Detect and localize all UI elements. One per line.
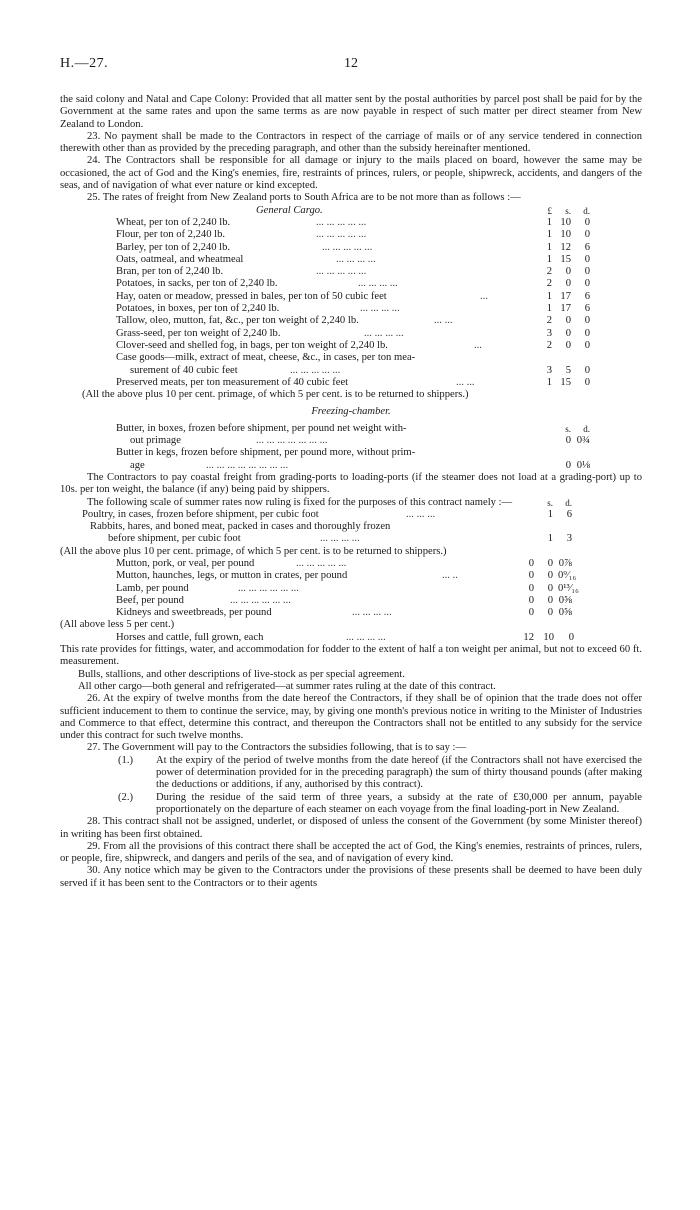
rate-label: Preserved meats, per ton measurement of 40 cubic feet	[116, 376, 349, 388]
rate-row	[60, 315, 642, 327]
leader-dots: ... ... ... ... ... ... ... ...	[206, 459, 289, 471]
rate-label: Potatoes, in boxes, per ton of 2,240 lb.	[116, 303, 280, 315]
rate-pence: 0⅝	[558, 594, 572, 606]
leader-dots: ... ... ... ... ...	[322, 241, 373, 253]
paragraph-intro: the said colony and Natal and Cape Colony: Provided that all matter sent by the postal authorities by parcel post shall be paid for by the Government at the same rates and upon the same terms as are now payable in respect of such matter per direct steamer from New Zealand to London.	[60, 94, 642, 130]
rate-row	[60, 328, 642, 340]
rate-pence: 0	[584, 216, 590, 228]
leader-dots: ...	[474, 339, 482, 351]
leader-dots: ... ... ... ... ...	[316, 229, 367, 241]
rate-row	[60, 242, 642, 254]
rate-shillings: 0	[565, 459, 571, 471]
leader-dots: ... ... ... ... ...	[316, 216, 367, 228]
rate-shillings: 10	[560, 216, 571, 228]
subsidy-clause-2	[60, 792, 642, 817]
rate-row	[60, 570, 642, 582]
rate-pounds: 3	[546, 364, 552, 376]
page-number: 12	[344, 56, 358, 71]
bulls-paragraph: Bulls, stallions, and other descriptions of live-stock as per special agreement.	[78, 668, 405, 680]
rate-row	[60, 632, 642, 644]
leader-dots: ... ... ... ...	[320, 533, 360, 545]
primage-note: (All the above plus 10 per cent. primage, of which 5 per cent. is to be returned to shippers.)	[60, 545, 447, 557]
rate-label: Mutton, pork, or veal, per pound	[116, 557, 255, 569]
rate-pence: 0	[584, 376, 590, 388]
paragraph-23: 23. No payment shall be made to the Contractors in respect of the carriage of mails or of any service tendered in connection therewith other than as provided by the preceding paragraph, and other than the subsidy hereinafter mentioned.	[60, 130, 642, 155]
rate-row	[60, 533, 642, 545]
rate-pounds: 1	[546, 216, 552, 228]
rate-shillings: 0	[547, 582, 553, 594]
rate-row	[60, 521, 642, 533]
rate-row	[60, 583, 642, 595]
rate-pounds: 1	[546, 290, 552, 302]
paragraph-30: 30. Any notice which may be given to the Contractors under the provisions of these presents shall be deemed to have been duly served if it has been sent to the Contractors or to their agents	[60, 865, 642, 889]
page-header	[60, 56, 642, 74]
leader-dots: ... ... ... ...	[352, 607, 392, 619]
rate-pence: 0	[584, 266, 590, 278]
document-body	[60, 94, 642, 890]
leader-dots: ... ... ... ...	[364, 327, 404, 339]
rate-label: Potatoes, in sacks, per ton of 2,240 lb.	[116, 278, 278, 290]
rate-pence: 0	[584, 278, 590, 290]
col-pence: d.	[583, 205, 590, 216]
rate-pence: 0⅝	[558, 607, 572, 619]
paragraph-28: 28. This contract shall not be assigned, underlet, or disposed of unless the consent of the Government (by some Minister thereof) in writing has been first obtained.	[60, 816, 642, 840]
rate-shillings: 0	[547, 557, 553, 569]
rate-label: out primage	[130, 435, 181, 447]
col-pence: d.	[565, 497, 572, 508]
rate-label: Poultry, in cases, frozen before shipment, per cubic foot	[82, 508, 319, 520]
col-pence: d.	[583, 423, 590, 434]
rate-label: Mutton, haunches, legs, or mutton in crates, per pound	[116, 570, 348, 582]
less-note: (All above less 5 per cent.)	[60, 619, 175, 631]
rate-pence: 3	[566, 533, 572, 545]
rate-label: before shipment, per cubic foot	[108, 533, 241, 545]
summer-rates-intro: The following scale of summer rates now ruling is fixed for the purposes of this contract namely :—	[87, 496, 513, 508]
paragraph-26: 26. At the expiry of twelve months from the date hereof the Contractors, if they shall be of opinion that the trade does not offer sufficient inducement to them to continue the service, may, by giving one month's previous notice in writing to the Minister of Industries and Commerce to that effect, determine this contract, and thereupon the Contractors shall not be entitled to any subsidy for the service under this contract for such twelve months.	[60, 693, 642, 742]
rate-row	[60, 352, 642, 364]
rate-row	[60, 254, 642, 266]
leader-dots: ... ... ... ...	[360, 303, 400, 315]
rate-row	[60, 607, 642, 619]
leader-dots: ... ..	[442, 570, 458, 582]
rate-pence: 0	[584, 315, 590, 327]
rate-shillings: 0	[565, 327, 571, 339]
col-shillings: s.	[547, 497, 553, 508]
rate-label: age	[130, 459, 145, 471]
summer-rates-table	[60, 558, 642, 619]
rate-shillings: 0	[547, 594, 553, 606]
rate-row	[60, 278, 642, 290]
rate-pounds: 1	[546, 253, 552, 265]
rate-label: Butter in kegs, frozen before shipment, per pound more, without prim-	[116, 447, 416, 459]
rate-shillings: 0	[565, 266, 571, 278]
rate-label: Butter, in boxes, frozen before shipment, per pound net weight with-	[116, 422, 407, 434]
rate-shillings: 5	[565, 364, 571, 376]
rate-row	[60, 365, 642, 377]
rate-label: Hay, oaten or meadow, pressed in bales, per ton of 50 cubic feet	[116, 290, 387, 302]
rate-shillings: 15	[560, 253, 571, 265]
rate-label: Beef, per pound	[116, 594, 184, 606]
rate-row	[60, 595, 642, 607]
rate-label: Bran, per ton of 2,240 lb.	[116, 266, 224, 278]
rate-row	[60, 229, 642, 241]
rate-row	[60, 460, 642, 472]
rate-label: Horses and cattle, full grown, each	[116, 631, 264, 643]
leader-dots: ... ... ... ... ...	[316, 266, 367, 278]
clause-number: (2.)	[118, 791, 134, 803]
paragraph-29: 29. From all the provisions of this contract there shall be accepted the act of God, the King's enemies, restraints of princes, rulers, or people, fire, shipwreck, and dangers and perils of the sea, and of navigation of every kind.	[60, 840, 642, 865]
rate-row	[60, 303, 642, 315]
rate-pence: 0	[584, 327, 590, 339]
rate-label: Barley, per ton of 2,240 lb.	[116, 241, 231, 253]
all-other-cargo-paragraph: All other cargo—both general and refrigerated—at summer rates ruling at the date of this contract.	[78, 680, 496, 692]
rate-shillings: 17	[560, 290, 571, 302]
rate-shillings: 0	[547, 607, 553, 619]
leader-dots: ... ...	[456, 376, 475, 388]
rate-row	[60, 217, 642, 229]
rate-pounds: 0	[528, 570, 534, 582]
rate-label: Clover-seed and shelled fog, in bags, per ton weight of 2,240 lb.	[116, 339, 388, 351]
subsidy-clause-1	[60, 755, 642, 792]
rate-row	[60, 447, 642, 459]
rate-row	[60, 377, 642, 389]
paragraph-27: 27. The Government will pay to the Contractors the subsidies following, that is to say :—	[87, 742, 467, 754]
leader-dots: ... ... ... ...	[336, 253, 376, 265]
rate-row	[60, 558, 642, 570]
rate-label: Lamb, per pound	[116, 582, 189, 594]
rate-label: Tallow, oleo, mutton, fat, &c., per ton weight of 2,240 lb.	[116, 315, 359, 327]
leader-dots: ... ... ... ... ...	[290, 364, 341, 376]
rate-shillings: 0	[547, 570, 553, 582]
rate-pence: 0	[584, 364, 590, 376]
rate-shillings: 1	[547, 533, 553, 545]
leader-dots: ... ... ... ... ... ...	[230, 594, 291, 606]
rate-pounds: 1	[546, 376, 552, 388]
leader-dots: ... ... ... ... ... ... ...	[256, 435, 328, 447]
leader-dots: ... ... ... ...	[358, 278, 398, 290]
rate-pence: 6	[566, 508, 572, 520]
rate-row	[60, 509, 642, 521]
rate-pence: 0	[568, 631, 574, 643]
rate-pounds: 1	[546, 303, 552, 315]
rate-pence: 0¹³⁄₁₆	[558, 582, 579, 594]
rate-shillings: 15	[560, 376, 571, 388]
rate-pounds: 1	[546, 241, 552, 253]
leader-dots: ... ... ...	[406, 508, 436, 520]
rate-pounds: 3	[546, 327, 552, 339]
rate-pounds: 0	[528, 582, 534, 594]
rate-pounds: 2	[546, 339, 552, 351]
leader-dots: ... ...	[434, 315, 453, 327]
leader-dots: ... ... ... ... ...	[296, 557, 347, 569]
leader-dots: ... ... ... ... ... ...	[238, 582, 299, 594]
col-pounds: £	[547, 205, 552, 216]
general-cargo-table	[60, 217, 642, 352]
paragraph-24: 24. The Contractors shall be responsible for all damage or injury to the mails placed on board, however the same may be occasioned, the act of God and the King's enemies, fire, restraints of princes, rulers, or people, shipwreck, accidents, and dangers of the seas, and of navigation of what ever nature or kind excepted.	[60, 155, 642, 192]
rate-pence: 0⁹⁄₁₆	[558, 570, 577, 582]
clause-text: At the expiry of the period of twelve months from the date hereof (if the Contractors shall not have exercised the power of determination provided for in the preceding paragraph) the sum of thirty thousand pounds (after making the deductions or additions, if any, authorised by this contract).	[156, 754, 642, 791]
rate-pence: 0	[584, 253, 590, 265]
rate-row	[60, 435, 642, 447]
document-reference: H.—27.	[60, 56, 109, 71]
rate-pence: 0¾	[576, 435, 590, 447]
rate-pence: 6	[584, 303, 590, 315]
rate-pence: 0	[584, 339, 590, 351]
rate-pence: 0	[584, 229, 590, 241]
leader-dots: ...	[480, 290, 488, 302]
col-shillings: s.	[565, 423, 571, 434]
rate-row	[60, 291, 642, 303]
rate-shillings: 0	[565, 278, 571, 290]
rate-shillings: 10	[543, 631, 554, 643]
rate-shillings: 0	[565, 315, 571, 327]
rate-label: Oats, oatmeal, and wheatmeal	[116, 253, 244, 265]
rate-pounds: 0	[528, 557, 534, 569]
rate-pounds: 0	[528, 594, 534, 606]
rate-label: surement of 40 cubic feet	[130, 364, 238, 376]
rate-row	[60, 423, 642, 435]
rate-label: Case goods—milk, extract of meat, cheese, &c., in cases, per ton mea-	[116, 352, 416, 364]
rate-shillings: 0	[565, 339, 571, 351]
rate-label: Wheat, per ton of 2,240 lb.	[116, 216, 231, 228]
freezing-chamber-heading: Freezing-chamber.	[311, 406, 391, 418]
primage-note: (All the above plus 10 per cent. primage, of which 5 per cent. is to be returned to shippers.)	[82, 389, 469, 401]
col-shillings: s.	[565, 205, 571, 216]
rate-shillings: 17	[560, 303, 571, 315]
clause-number: (1.)	[118, 754, 134, 766]
rate-pounds: 2	[546, 315, 552, 327]
rate-pence: 0⅞	[558, 557, 572, 569]
general-cargo-heading: General Cargo.	[256, 204, 323, 216]
rate-shillings: 1	[547, 508, 553, 520]
clause-text: During the residue of the said term of three years, a subsidy at the rate of £30,000 per annum, payable proportionately on the departure of each steamer on each voyage from the final loading-port in New Zealand.	[156, 791, 642, 815]
summer-cols-row	[60, 497, 642, 509]
coastal-freight-paragraph: The Contractors to pay coastal freight from grading-ports to loading-ports (if the steamer does not load at a grading-port) up to 10s. per ton weight, the balance (if any) being paid by shippers.	[60, 471, 642, 496]
leader-dots: ... ... ... ...	[346, 631, 386, 643]
rate-pounds: 2	[546, 278, 552, 290]
rate-label: Grass-seed, per ton weight of 2,240 lb.	[116, 327, 281, 339]
paragraph-25: 25. The rates of freight from New Zealand ports to South Africa are to be not more than as follows :—	[87, 192, 521, 204]
rate-row	[60, 340, 642, 352]
rate-pence: 6	[584, 241, 590, 253]
rate-label: Flour, per ton of 2,240 lb.	[116, 229, 226, 241]
rate-shillings: 12	[560, 241, 571, 253]
rate-label: Rabbits, hares, and boned meat, packed in cases and thoroughly frozen	[90, 521, 391, 533]
rate-shillings: 0	[565, 435, 571, 447]
rate-row	[60, 266, 642, 278]
rate-label: Kidneys and sweetbreads, per pound	[116, 607, 272, 619]
rate-shillings: 10	[560, 229, 571, 241]
rate-pounds: 0	[528, 607, 534, 619]
rate-pounds: 1	[546, 229, 552, 241]
rate-pence: 0⅛	[576, 459, 590, 471]
rate-pounds: 12	[523, 631, 534, 643]
rate-pounds: 2	[546, 266, 552, 278]
horse-rate-paragraph: This rate provides for fittings, water, and accommodation for fodder to the extent of half a ton weight per animal, but not to exceed 60 ft. measurement.	[60, 644, 642, 668]
general-cargo-heading-row	[60, 205, 642, 217]
rate-pence: 6	[584, 290, 590, 302]
